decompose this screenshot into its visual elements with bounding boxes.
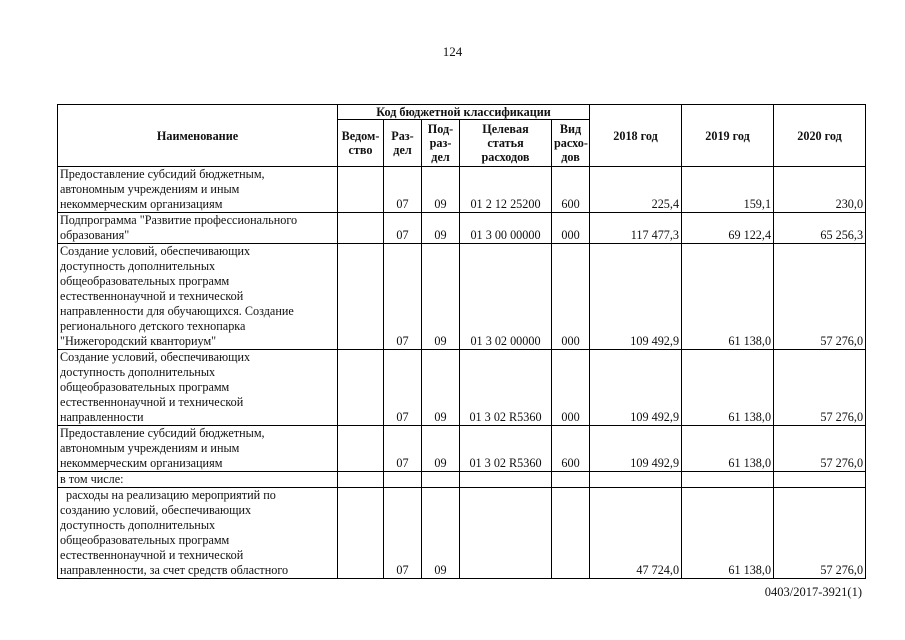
page-number: 124 [442, 44, 463, 59]
row-name [58, 426, 338, 472]
header-name: Наименование [58, 105, 338, 167]
cell-2019: 61 138,0 [682, 426, 774, 472]
table-row [58, 167, 866, 213]
row-name-line: доступность дополнительных [60, 518, 216, 532]
row-name-line: автономным учреждениям и иным [60, 441, 240, 455]
row-name-line: Предоставление субсидий бюджетным, [60, 167, 265, 181]
row-name-line: направленности [60, 410, 144, 424]
cell-2019 [682, 472, 774, 488]
cell-2020: 65 256,3 [774, 213, 866, 244]
header-2019: 2019 год [682, 105, 774, 167]
cell-2018 [590, 472, 682, 488]
row-name-line: расходы на реализацию мероприятий по [66, 488, 276, 502]
row-name-line: доступность дополнительных [60, 259, 216, 273]
header-podrazdel: Под- раз- дел [422, 120, 460, 167]
cell-2018: 109 492,9 [590, 350, 682, 426]
cell-celevaya-statya [460, 472, 552, 488]
cell-2020: 57 276,0 [774, 488, 866, 579]
row-name-line: автономным учреждениям и иным [60, 182, 240, 196]
row-name-line: Предоставление субсидий бюджетным, [60, 426, 265, 440]
row-name-line: общеобразовательных программ [60, 533, 230, 547]
cell-2018: 109 492,9 [590, 426, 682, 472]
header-vedomstvo: Ведом- ство [338, 120, 384, 167]
cell-2020: 57 276,0 [774, 350, 866, 426]
row-name-line: созданию условий, обеспечивающих [60, 503, 252, 517]
row-name-line: регионального детского технопарка [60, 319, 246, 333]
row-name-line: направленности, за счет средств областного [60, 563, 289, 577]
cell-podrazdel: 09 [422, 244, 460, 350]
row-name [58, 488, 338, 579]
cell-celevaya-statya [460, 488, 552, 579]
cell-vedomstvo [338, 472, 384, 488]
cell-vedomstvo [338, 488, 384, 579]
cell-vid-rashodov: 600 [552, 426, 590, 472]
cell-2019: 69 122,4 [682, 213, 774, 244]
cell-razdel: 07 [384, 244, 422, 350]
cell-2019: 61 138,0 [682, 350, 774, 426]
header-budget-code-group: Код бюджетной классификации [338, 105, 590, 120]
cell-2020: 230,0 [774, 167, 866, 213]
row-name-line: Подпрограмма "Развитие профессионального [60, 213, 298, 227]
row-name [58, 244, 338, 350]
cell-vid-rashodov [552, 472, 590, 488]
row-name [58, 350, 338, 426]
cell-2020 [774, 472, 866, 488]
cell-razdel: 07 [384, 350, 422, 426]
cell-2020: 57 276,0 [774, 244, 866, 350]
cell-2018: 109 492,9 [590, 244, 682, 350]
header-2020: 2020 год [774, 105, 866, 167]
row-name-line: некоммерческим организациям [60, 456, 223, 470]
cell-vid-rashodov: 000 [552, 350, 590, 426]
cell-vedomstvo [338, 213, 384, 244]
cell-razdel: 07 [384, 167, 422, 213]
row-name-line: общеобразовательных программ [60, 380, 230, 394]
cell-vid-rashodov: 600 [552, 167, 590, 213]
cell-2019: 61 138,0 [682, 488, 774, 579]
row-name-line: Создание условий, обеспечивающих [60, 244, 251, 258]
cell-razdel [384, 472, 422, 488]
row-name-line: направленности для обучающихся. Создание [60, 304, 294, 318]
header-celevaya-statya: Целевая статья расходов [460, 120, 552, 167]
cell-vid-rashodov [552, 488, 590, 579]
header-2018: 2018 год [590, 105, 682, 167]
row-name [58, 167, 338, 213]
row-name-line: Создание условий, обеспечивающих [60, 350, 251, 364]
cell-podrazdel: 09 [422, 213, 460, 244]
cell-vid-rashodov: 000 [552, 213, 590, 244]
cell-podrazdel: 09 [422, 426, 460, 472]
cell-razdel: 07 [384, 426, 422, 472]
header-razdel: Раз- дел [384, 120, 422, 167]
row-name-line: естественнонаучной и технической [60, 289, 244, 303]
row-name-line: доступность дополнительных [60, 365, 216, 379]
cell-podrazdel [422, 472, 460, 488]
cell-vedomstvo [338, 426, 384, 472]
budget-table [57, 104, 866, 579]
cell-2018: 117 477,3 [590, 213, 682, 244]
cell-celevaya-statya: 01 3 02 R5360 [460, 350, 552, 426]
table-body [58, 167, 866, 579]
cell-celevaya-statya: 01 2 12 25200 [460, 167, 552, 213]
cell-2019: 159,1 [682, 167, 774, 213]
cell-vid-rashodov: 000 [552, 244, 590, 350]
cell-2018: 225,4 [590, 167, 682, 213]
cell-vedomstvo [338, 350, 384, 426]
cell-podrazdel: 09 [422, 350, 460, 426]
cell-razdel: 07 [384, 488, 422, 579]
table-row [58, 244, 866, 350]
table-row [58, 213, 866, 244]
cell-celevaya-statya: 01 3 02 R5360 [460, 426, 552, 472]
cell-2019: 61 138,0 [682, 244, 774, 350]
cell-razdel: 07 [384, 213, 422, 244]
cell-vedomstvo [338, 167, 384, 213]
row-name [58, 213, 338, 244]
row-name-line: образования" [60, 228, 130, 242]
table-row [58, 472, 866, 488]
row-name-line: "Нижегородский кванториум" [60, 334, 217, 348]
row-name-line: некоммерческим организациям [60, 197, 223, 211]
document-code: 0403/2017-3921(1) [764, 585, 862, 599]
table-row [58, 488, 866, 579]
cell-celevaya-statya: 01 3 00 00000 [460, 213, 552, 244]
row-name-line: естественнонаучной и технической [60, 395, 244, 409]
cell-podrazdel: 09 [422, 488, 460, 579]
cell-2018: 47 724,0 [590, 488, 682, 579]
row-name-line: в том числе: [60, 472, 124, 486]
row-name-line: общеобразовательных программ [60, 274, 230, 288]
header-vid-rashodov: Вид расхо- дов [552, 120, 590, 167]
cell-vedomstvo [338, 244, 384, 350]
table-header [58, 105, 866, 167]
cell-podrazdel: 09 [422, 167, 460, 213]
table-row [58, 350, 866, 426]
table-row [58, 426, 866, 472]
row-name-line: естественнонаучной и технической [60, 548, 244, 562]
cell-celevaya-statya: 01 3 02 00000 [460, 244, 552, 350]
cell-2020: 57 276,0 [774, 426, 866, 472]
row-name [58, 472, 338, 488]
